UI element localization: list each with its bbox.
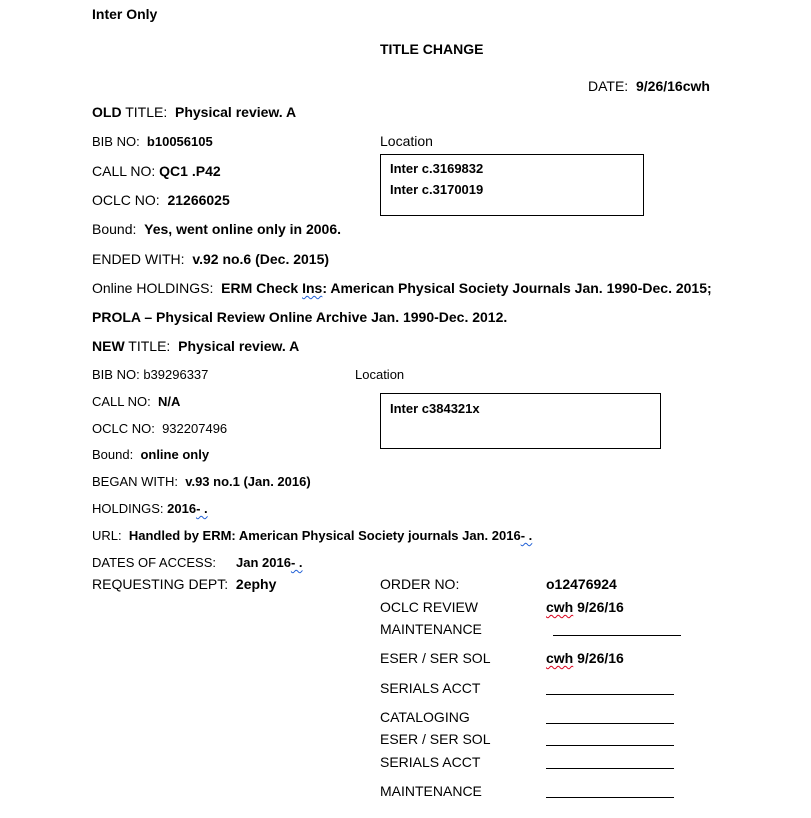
page-title: TITLE CHANGE [380,41,484,57]
old-ended-label: ENDED WITH: [92,251,185,267]
new-bound-row [92,448,209,461]
old-location-label: Location [380,133,433,149]
old-holdings-row [92,281,712,295]
oclc-review-label: OCLC REVIEW [380,599,479,615]
new-location-box [380,393,661,449]
requesting-row [92,577,276,591]
new-holdings-label: HOLDINGS: [92,501,164,516]
old-oclc-label: OCLC NO: [92,192,160,208]
new-bib-row [92,368,208,381]
date-label: DATE: [588,78,629,94]
new-oclc-value: 932207496 [162,421,228,436]
old-bib-row [92,135,213,148]
old-call-row [92,164,221,178]
old-call-label: CALL NO: [92,163,156,179]
eser-signature-line-2 [546,745,674,746]
eser-initials-1: cwh [546,650,574,666]
order-value: o12476924 [546,576,617,592]
old-location-box [380,154,644,216]
oclc-review-value [546,600,624,614]
cataloging-signature-line [546,723,674,724]
old-oclc-value: 21266025 [167,192,230,208]
new-title-prefix: NEW [92,338,125,354]
maintenance-signature-line-1 [553,635,681,636]
maintenance-label-2: MAINTENANCE [380,783,482,799]
new-access-value: Jan 2016 [236,555,291,570]
new-oclc-label: OCLC NO: [92,421,155,436]
serials-acct-label-2: SERIALS ACCT [380,754,481,770]
old-title-value: Physical review. A [175,104,297,120]
old-holdings-value: ERM Check Ins: American Physical Society Journals Jan. 1990-Dec. 2015; [221,280,712,296]
maintenance-label-1: MAINTENANCE [380,621,482,637]
order-label: ORDER NO: [380,576,460,592]
requesting-label: REQUESTING DEPT: [92,576,229,592]
new-holdings-dash: - . [196,501,208,516]
oclc-review-date: 9/26/16 [573,599,624,615]
new-holdings-row [92,502,208,515]
new-title-label: TITLE: [124,338,171,354]
eser-value-1 [546,651,624,665]
new-call-label: CALL NO: [92,394,151,409]
old-holdings-line2: PROLA – Physical Review Online Archive Jan. 1990-Dec. 2012. [92,309,508,325]
old-bound-label: Bound: [92,221,137,237]
new-access-value-row [236,556,303,569]
new-location-label: Location [355,367,405,382]
new-bib-label: BIB NO: [92,367,140,382]
old-location-2: Inter c.3170019 [390,182,484,197]
old-title-row [92,105,296,119]
old-bib-label: BIB NO: [92,134,140,149]
new-began-label: BEGAN WITH: [92,474,178,489]
new-bound-value: online only [140,447,210,462]
new-url-value: Handled by ERM: American Physical Society journals Jan. 2016 [128,528,521,543]
date-value: 9/26/16cwh [635,78,710,94]
old-title-label: TITLE: [121,104,168,120]
eser-label-1: ESER / SER SOL [380,650,491,666]
old-ended-row [92,252,329,266]
eser-label-2: ESER / SER SOL [380,731,491,747]
old-bound-row [92,222,341,236]
new-url-row [92,529,532,542]
new-url-dash: - . [520,528,533,543]
new-title-row [92,339,299,353]
date-row [588,79,710,93]
serials-acct-signature-line-2 [546,768,674,769]
old-holdings-label: Online HOLDINGS: [92,280,214,296]
new-began-value: v.93 no.1 (Jan. 2016) [185,474,311,489]
old-bound-value: Yes, went online only in 2006. [144,221,341,237]
old-location-1: Inter c.3169832 [390,161,484,176]
cataloging-label: CATALOGING [380,709,470,725]
old-title-prefix: OLD [92,104,122,120]
eser-date-1: 9/26/16 [573,650,624,666]
new-oclc-row [92,422,227,435]
new-call-value: N/A [158,394,181,409]
new-access-dash: - . [290,555,303,570]
new-bib-value: b39296337 [143,367,209,382]
old-ended-value: v.92 no.6 (Dec. 2015) [192,251,330,267]
new-url-label: URL: [92,528,122,543]
new-title-value: Physical review. A [178,338,300,354]
new-holdings-value: 2016 [167,501,197,516]
old-call-value: QC1 .P42 [159,163,221,179]
serials-acct-label-1: SERIALS ACCT [380,680,481,696]
new-location-1: Inter c384321x [390,401,480,416]
oclc-review-initials: cwh [546,599,574,615]
new-bound-label: Bound: [92,447,134,462]
new-began-row [92,475,311,488]
inter-only-label: Inter Only [92,6,158,22]
requesting-value: 2ephy [235,576,277,592]
new-call-row [92,395,180,408]
old-bib-value: b10056105 [146,134,213,149]
new-access-label: DATES OF ACCESS: [92,555,217,570]
serials-acct-signature-line-1 [546,694,674,695]
old-oclc-row [92,193,230,207]
maintenance-signature-line-2 [546,797,674,798]
